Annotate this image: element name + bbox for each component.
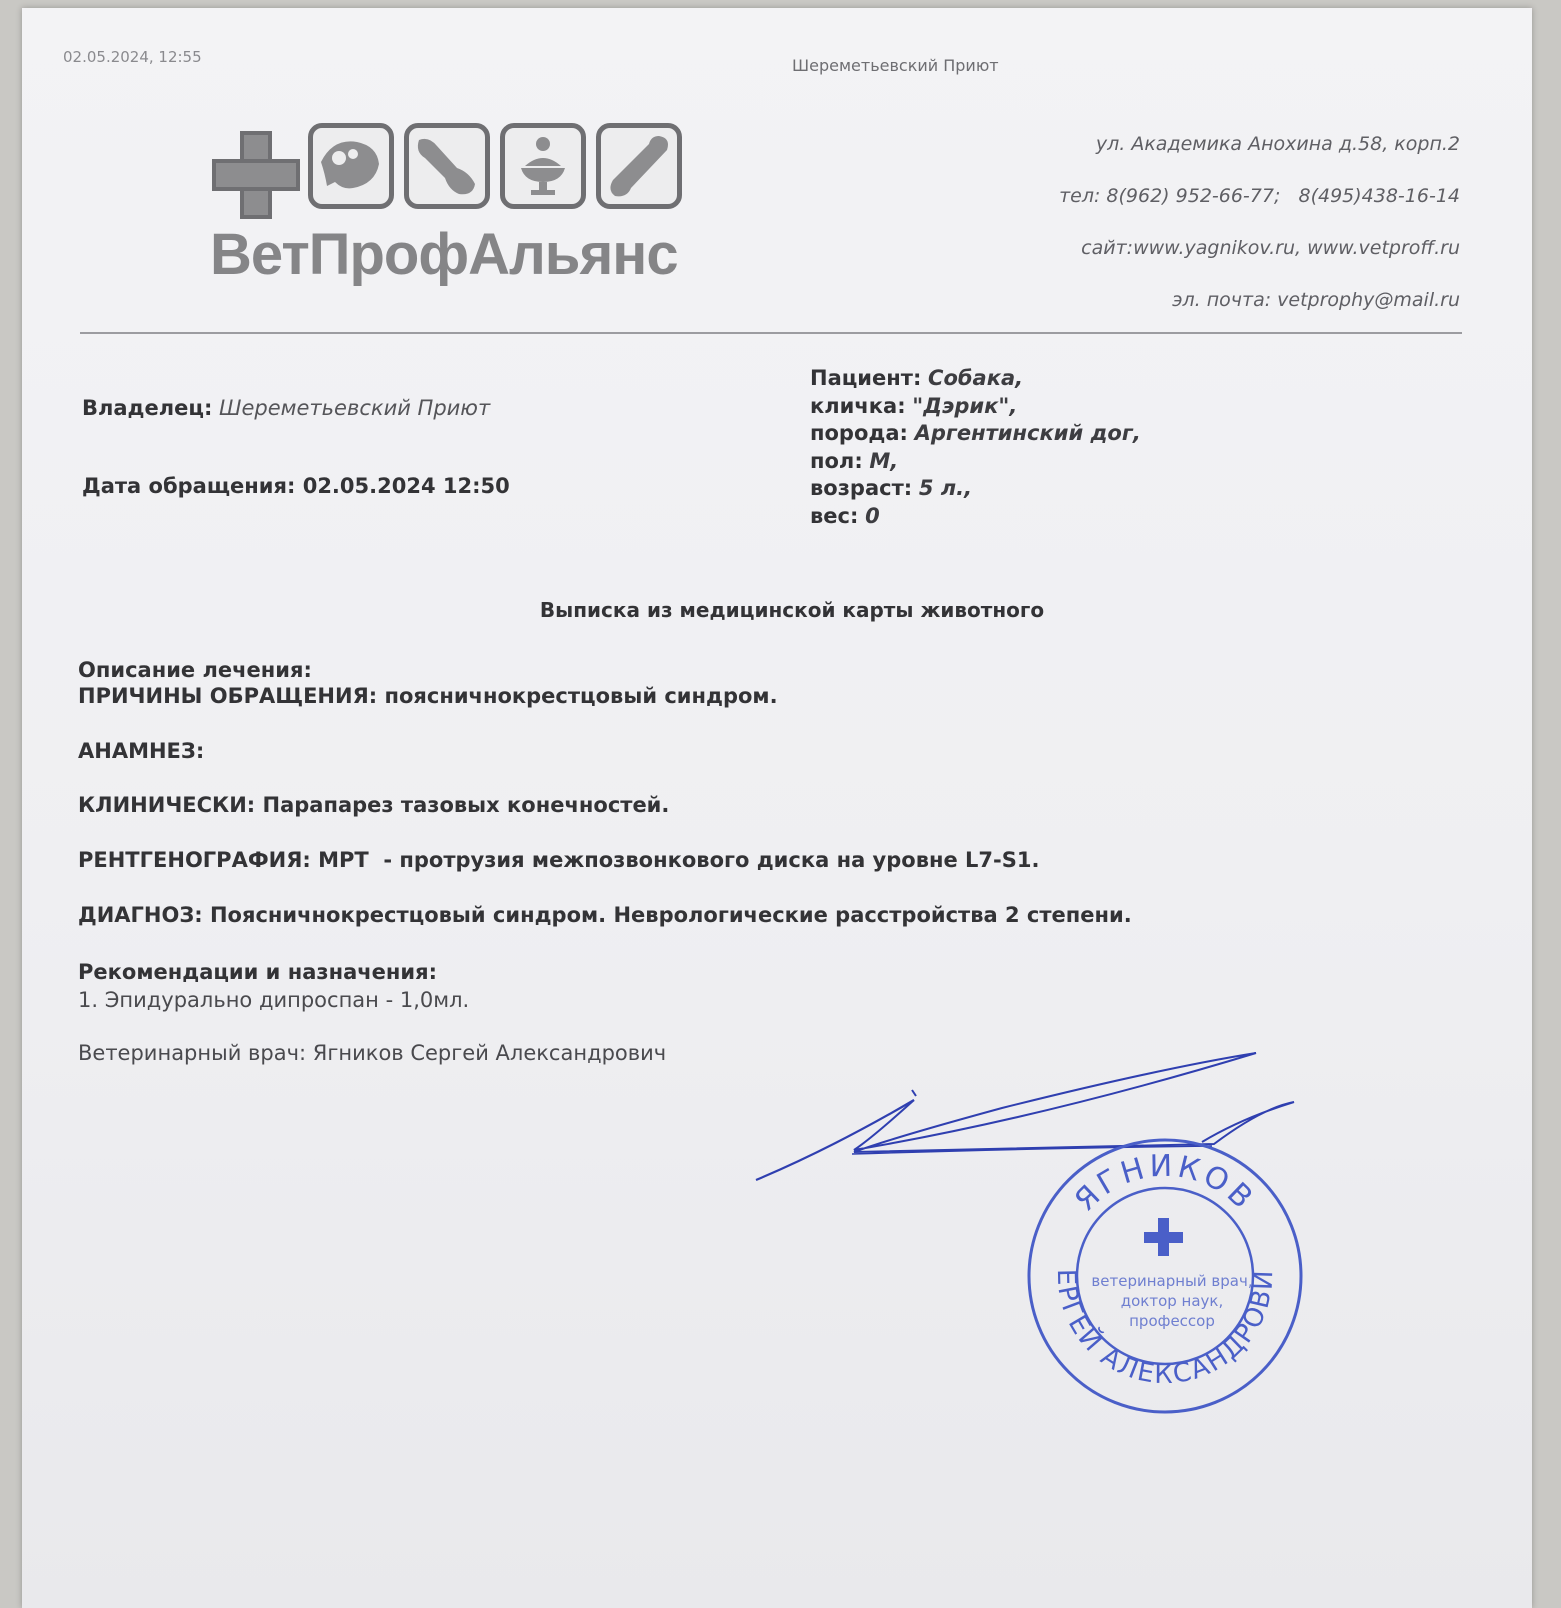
bone-joint-icon xyxy=(404,123,490,209)
stamp-center-line-3: профессор xyxy=(1129,1312,1215,1330)
recommendation-item: 1. Эпидурально дипроспан - 1,0мл. xyxy=(78,988,470,1012)
clinic-website: сайт:www.yagnikov.ru, www.vetproff.ru xyxy=(1081,237,1460,259)
document-sheet xyxy=(22,8,1532,1608)
animal-face-icon xyxy=(308,123,394,209)
patient-weight: 0 xyxy=(865,503,880,528)
stamp-center-line-1: ветеринарный врач, xyxy=(1091,1272,1253,1290)
reasons-line: ПРИЧИНЫ ОБРАЩЕНИЯ: поясничнокрестцовый синдром. xyxy=(78,684,778,708)
recommendations-label: Рекомендации и назначения: xyxy=(78,960,438,984)
clinic-email: эл. почта: vetprophy@mail.ru xyxy=(1172,289,1460,311)
doctor-name: Ягников Сергей Александрович xyxy=(312,1041,667,1065)
anamnesis-line: АНАМНЕЗ: xyxy=(78,739,205,763)
stamp-center-line-2: доктор наук, xyxy=(1120,1292,1224,1310)
patient-sex: М, xyxy=(869,448,899,473)
visit-date-value: 02.05.2024 12:50 xyxy=(302,474,510,498)
clinic-phone: тел: 8(962) 952-66-77; 8(495)438-16-14 xyxy=(1059,185,1460,207)
clinic-address: ул. Академика Анохина д.58, корп.2 xyxy=(1095,133,1460,155)
bowl-of-hygieia-icon xyxy=(500,123,586,209)
patient-name-label: кличка: xyxy=(810,393,906,418)
stamp-top-text: ЯГНИКОВ xyxy=(1068,1148,1262,1219)
patient-age: 5 л., xyxy=(918,476,973,500)
bone-icon xyxy=(596,123,682,209)
cross-icon xyxy=(212,131,300,219)
patient-breed-label: порода: xyxy=(810,421,908,445)
patient-age-label: возраст: xyxy=(810,476,913,500)
patient-sex-label: пол: xyxy=(810,448,863,473)
contacts-block xyxy=(1059,118,1460,326)
patient-block xyxy=(810,365,1141,530)
doctor-label: Ветеринарный врач: xyxy=(78,1041,307,1065)
owner-line xyxy=(82,396,490,420)
xray-line: РЕНТГЕНОГРАФИЯ: МРТ - протрузия межпозвонкового диска на уровне L7-S1. xyxy=(78,848,1040,872)
patient-species: Собака, xyxy=(928,366,1024,390)
doctor-line xyxy=(78,1041,666,1065)
clinical-line: КЛИНИЧЕСКИ: Парапарез тазовых конечностей. xyxy=(78,793,670,817)
print-datetime: 02.05.2024, 12:55 xyxy=(63,48,202,66)
stamp-bottom-text: ЕРГЕЙ АЛЕКСАНДРОВИ xyxy=(1050,1268,1280,1391)
header-divider xyxy=(80,332,1462,334)
print-organization: Шереметьевский Приют xyxy=(792,56,999,75)
visit-date-line xyxy=(82,474,510,498)
patient-label: Пациент: xyxy=(810,366,922,390)
visit-date-label: Дата обращения: xyxy=(82,474,296,498)
treatment-label: Описание лечения: xyxy=(78,658,312,682)
owner-label: Владелец: xyxy=(82,396,213,420)
patient-weight-label: вес: xyxy=(810,503,859,528)
clinic-name: ВетПрофАльянс xyxy=(210,222,678,287)
doctor-stamp xyxy=(1020,1126,1310,1420)
patient-name: "Дэрик", xyxy=(912,393,1018,418)
document-title: Выписка из медицинской карты животного xyxy=(539,598,1045,622)
diagnosis-line: ДИАГНОЗ: Поясничнокрестцовый синдром. Неврологические расстройства 2 степени. xyxy=(78,903,1132,927)
svg-text:СЕРГЕЙ АЛЕКСАНДРОВИЧ xyxy=(1020,1126,1279,1390)
patient-breed: Аргентинский дог, xyxy=(914,421,1141,445)
owner-value: Шереметьевский Приют xyxy=(219,396,491,420)
